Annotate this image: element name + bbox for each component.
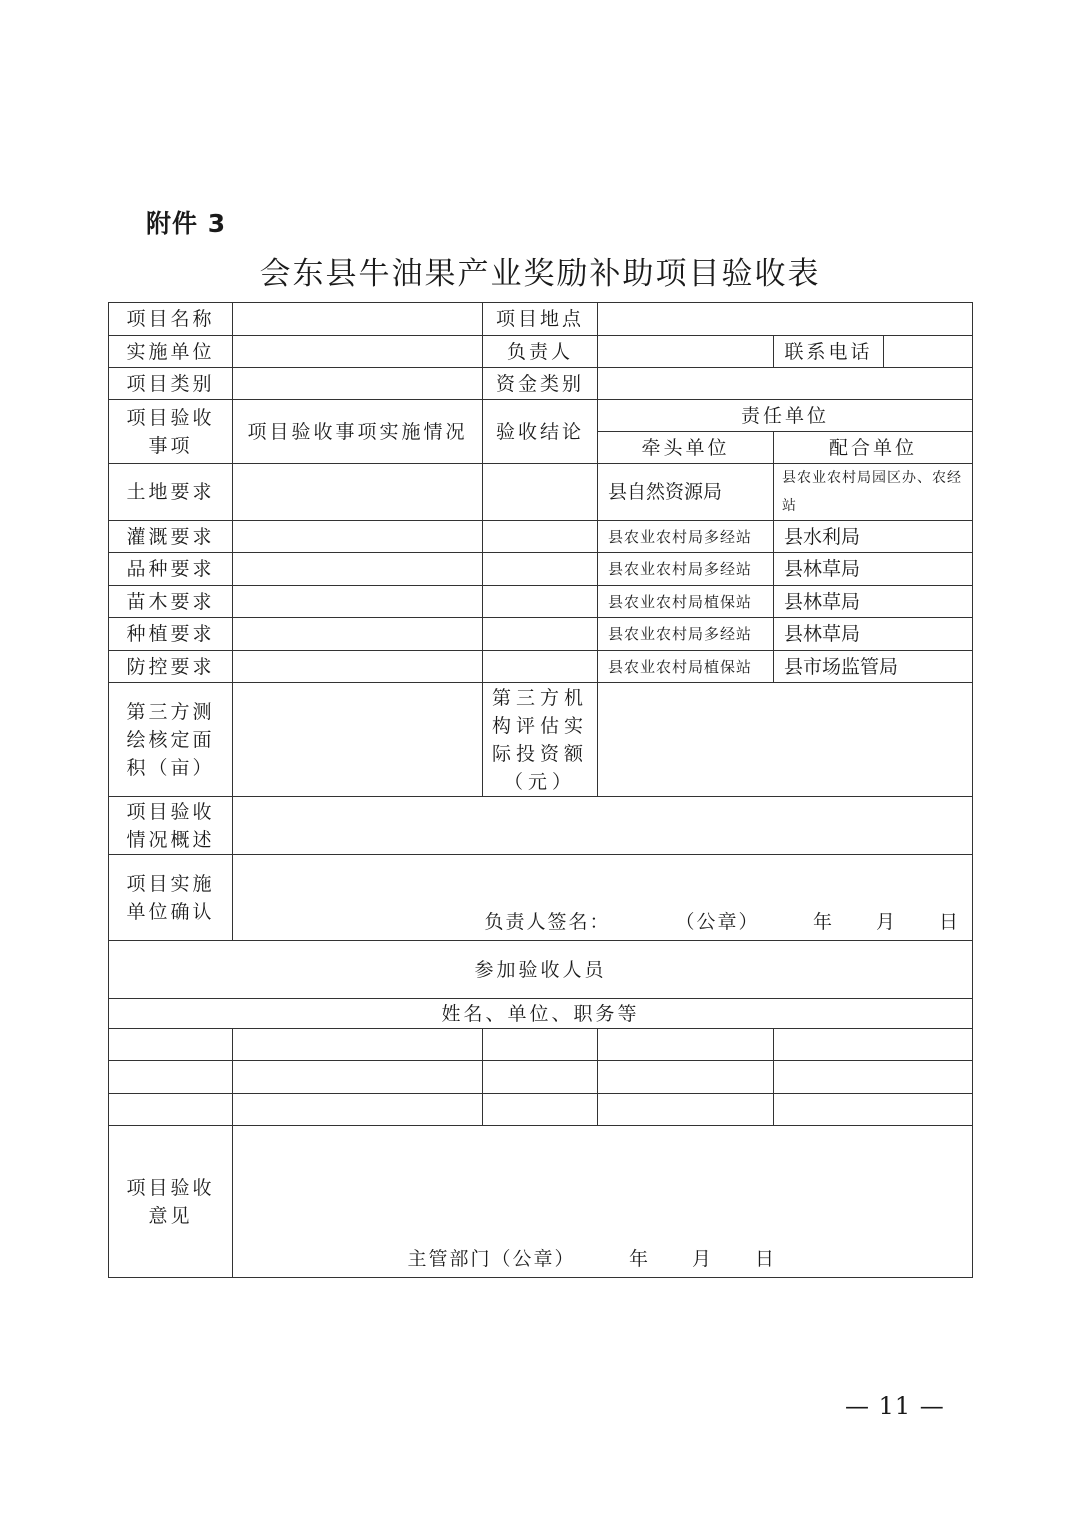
survey-area-label: 第三方测绘核定面积（亩） [109, 683, 233, 797]
page-number: — 11 — [845, 1392, 945, 1420]
item-coop-unit: 县林草局 [774, 553, 973, 586]
table-row [109, 1094, 973, 1126]
item-lead-unit: 县农业农村局植保站 [598, 651, 774, 683]
item-name: 品种要求 [109, 553, 233, 586]
category-label: 项目类别 [109, 368, 233, 400]
investment-label: 第三方机构评估实际投资额（元） [483, 683, 598, 797]
participant-cell[interactable] [598, 1029, 774, 1061]
acceptance-form-table [108, 302, 973, 1278]
form-title: 会东县牛油果产业奖励补助项目验收表 [259, 256, 821, 292]
participant-cell[interactable] [483, 1029, 598, 1061]
leader-field[interactable] [598, 336, 774, 368]
participant-cell[interactable] [483, 1094, 598, 1126]
item-name: 种植要求 [109, 618, 233, 651]
opinion-field[interactable] [233, 1126, 973, 1278]
fund-category-label: 资金类别 [483, 368, 598, 400]
phone-field[interactable] [884, 336, 973, 368]
investment-field[interactable] [598, 683, 973, 797]
acceptance-item-label: 项目验收事项 [109, 400, 233, 464]
summary-label: 项目验收情况概述 [109, 797, 233, 855]
table-row [109, 1029, 973, 1061]
item-coop-unit: 县市场监管局 [774, 651, 973, 683]
participant-cell[interactable] [233, 1029, 483, 1061]
table-row [109, 651, 973, 683]
item-lead-unit: 县自然资源局 [598, 464, 774, 521]
project-site-label: 项目地点 [483, 303, 598, 336]
fund-category-field[interactable] [598, 368, 973, 400]
item-conclusion-field[interactable] [483, 553, 598, 586]
project-name-field[interactable] [233, 303, 483, 336]
item-lead-unit: 县农业农村局植保站 [598, 586, 774, 618]
confirm-label: 项目实施单位确认 [109, 855, 233, 941]
item-name: 防控要求 [109, 651, 233, 683]
opinion-signature-line: 主管部门（公章） 年 月 日 [407, 1248, 777, 1270]
impl-unit-label: 实施单位 [109, 336, 233, 368]
survey-area-field[interactable] [233, 683, 483, 797]
item-conclusion-field[interactable] [483, 464, 598, 521]
item-status-field[interactable] [233, 464, 483, 521]
item-coop-unit: 县林草局 [774, 618, 973, 651]
item-coop-unit: 县林草局 [774, 586, 973, 618]
item-name: 苗木要求 [109, 586, 233, 618]
leader-label: 负责人 [483, 336, 598, 368]
impl-status-label: 项目验收事项实施情况 [233, 400, 483, 464]
project-name-label: 项目名称 [109, 303, 233, 336]
item-conclusion-field[interactable] [483, 586, 598, 618]
item-coop-unit: 县水利局 [774, 521, 973, 553]
participant-cell[interactable] [483, 1061, 598, 1094]
table-row [109, 521, 973, 553]
participant-cell[interactable] [774, 1061, 973, 1094]
participant-cell[interactable] [598, 1094, 774, 1126]
item-name: 灌溉要求 [109, 521, 233, 553]
item-lead-unit: 县农业农村局多经站 [598, 618, 774, 651]
confirm-field[interactable] [233, 855, 973, 941]
item-status-field[interactable] [233, 651, 483, 683]
participant-cell[interactable] [598, 1061, 774, 1094]
project-site-field[interactable] [598, 303, 973, 336]
item-status-field[interactable] [233, 618, 483, 651]
item-lead-unit: 县农业农村局多经站 [598, 553, 774, 586]
participant-cell[interactable] [233, 1094, 483, 1126]
summary-field[interactable] [233, 797, 973, 855]
participants-sub-label: 姓名、单位、职务等 [109, 999, 973, 1029]
participant-cell[interactable] [233, 1061, 483, 1094]
participant-cell[interactable] [109, 1094, 233, 1126]
item-conclusion-field[interactable] [483, 651, 598, 683]
participant-cell[interactable] [774, 1029, 973, 1061]
item-coop-unit: 县农业农村局园区办、农经站 [774, 464, 973, 521]
table-row [109, 553, 973, 586]
participant-cell[interactable] [109, 1061, 233, 1094]
responsible-unit-label: 责任单位 [598, 400, 973, 432]
lead-unit-label: 牵头单位 [598, 432, 774, 464]
item-status-field[interactable] [233, 553, 483, 586]
item-status-field[interactable] [233, 521, 483, 553]
coop-unit-label: 配合单位 [774, 432, 973, 464]
table-row [109, 464, 973, 521]
attachment-label: 附件 3 [146, 209, 227, 238]
participants-label: 参加验收人员 [109, 941, 973, 999]
item-lead-unit: 县农业农村局多经站 [598, 521, 774, 553]
impl-unit-field[interactable] [233, 336, 483, 368]
item-conclusion-field[interactable] [483, 521, 598, 553]
conclusion-label: 验收结论 [483, 400, 598, 464]
item-status-field[interactable] [233, 586, 483, 618]
table-row [109, 618, 973, 651]
table-row [109, 586, 973, 618]
phone-label: 联系电话 [774, 336, 884, 368]
participant-cell[interactable] [774, 1094, 973, 1126]
table-row [109, 1061, 973, 1094]
category-field[interactable] [233, 368, 483, 400]
item-name: 土地要求 [109, 464, 233, 521]
confirm-signature-line: 负责人签名： （公章） 年 月 日 [484, 911, 961, 933]
participant-cell[interactable] [109, 1029, 233, 1061]
opinion-label: 项目验收意见 [109, 1126, 233, 1278]
item-conclusion-field[interactable] [483, 618, 598, 651]
